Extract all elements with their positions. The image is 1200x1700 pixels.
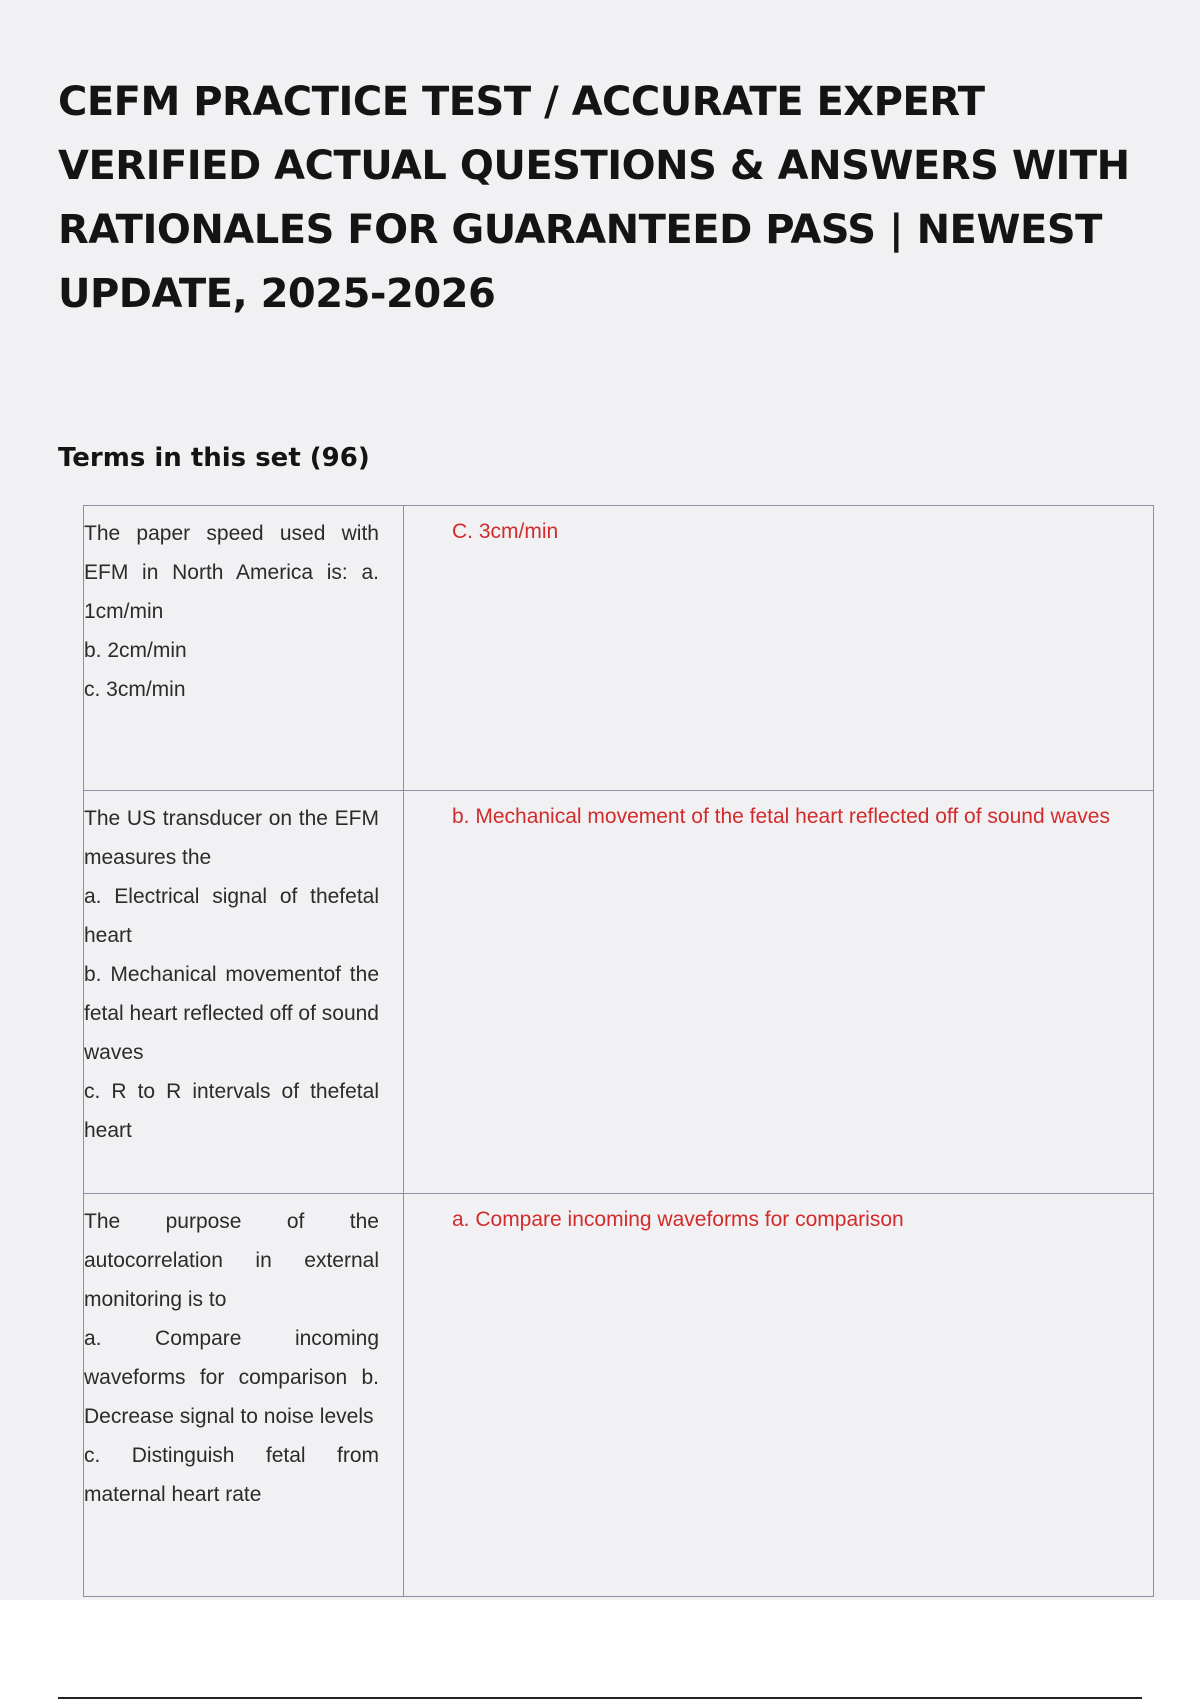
question-cell [84, 791, 404, 1194]
answer-cell [404, 1194, 1154, 1597]
question-option: c. Distinguish fetal from maternal heart rate [84, 1444, 379, 1506]
question-cell [84, 1194, 404, 1597]
answer-text: C. 3cm/min [452, 520, 559, 543]
term-row [84, 506, 1154, 791]
question-option: b. 2cm/min [84, 639, 187, 662]
terms-count-heading: Terms in this set (96) [58, 443, 370, 473]
term-row [84, 791, 1154, 1194]
document-title: CEFM PRACTICE TEST / ACCURATE EXPERT VERIFIED ACTUAL QUESTIONS & ANSWERS WITH RATIONALES FOR GUARANTEED PASS | NEWEST UPDATE, 2025-2026 [58, 79, 1130, 317]
answer-cell [404, 791, 1154, 1194]
question-option: b. Mechanical movementof the fetal heart reflected off of sound waves [84, 963, 379, 1064]
question-option: c. 3cm/min [84, 678, 186, 701]
question-option: a. Compare incoming waveforms for comparison b. Decrease signal to noise levels [84, 1327, 379, 1428]
terms-table [83, 505, 1154, 1597]
question-line: The paper speed used with EFM in North America is: a. 1cm/min [84, 522, 379, 623]
question-line: The US transducer on the EFM measures the [84, 807, 379, 869]
question-option: a. Electrical signal of thefetal heart [84, 885, 379, 947]
answer-cell [404, 506, 1154, 791]
question-line: The purpose of the autocorrelation in external monitoring is to [84, 1210, 379, 1311]
answer-text: a. Compare incoming waveforms for comparison [452, 1208, 904, 1231]
footer-divider [58, 1697, 1142, 1699]
question-cell [84, 506, 404, 791]
question-option: c. R to R intervals of thefetal heart [84, 1080, 379, 1142]
answer-text: b. Mechanical movement of the fetal heart reflected off of sound waves [452, 805, 1110, 828]
term-row [84, 1194, 1154, 1597]
